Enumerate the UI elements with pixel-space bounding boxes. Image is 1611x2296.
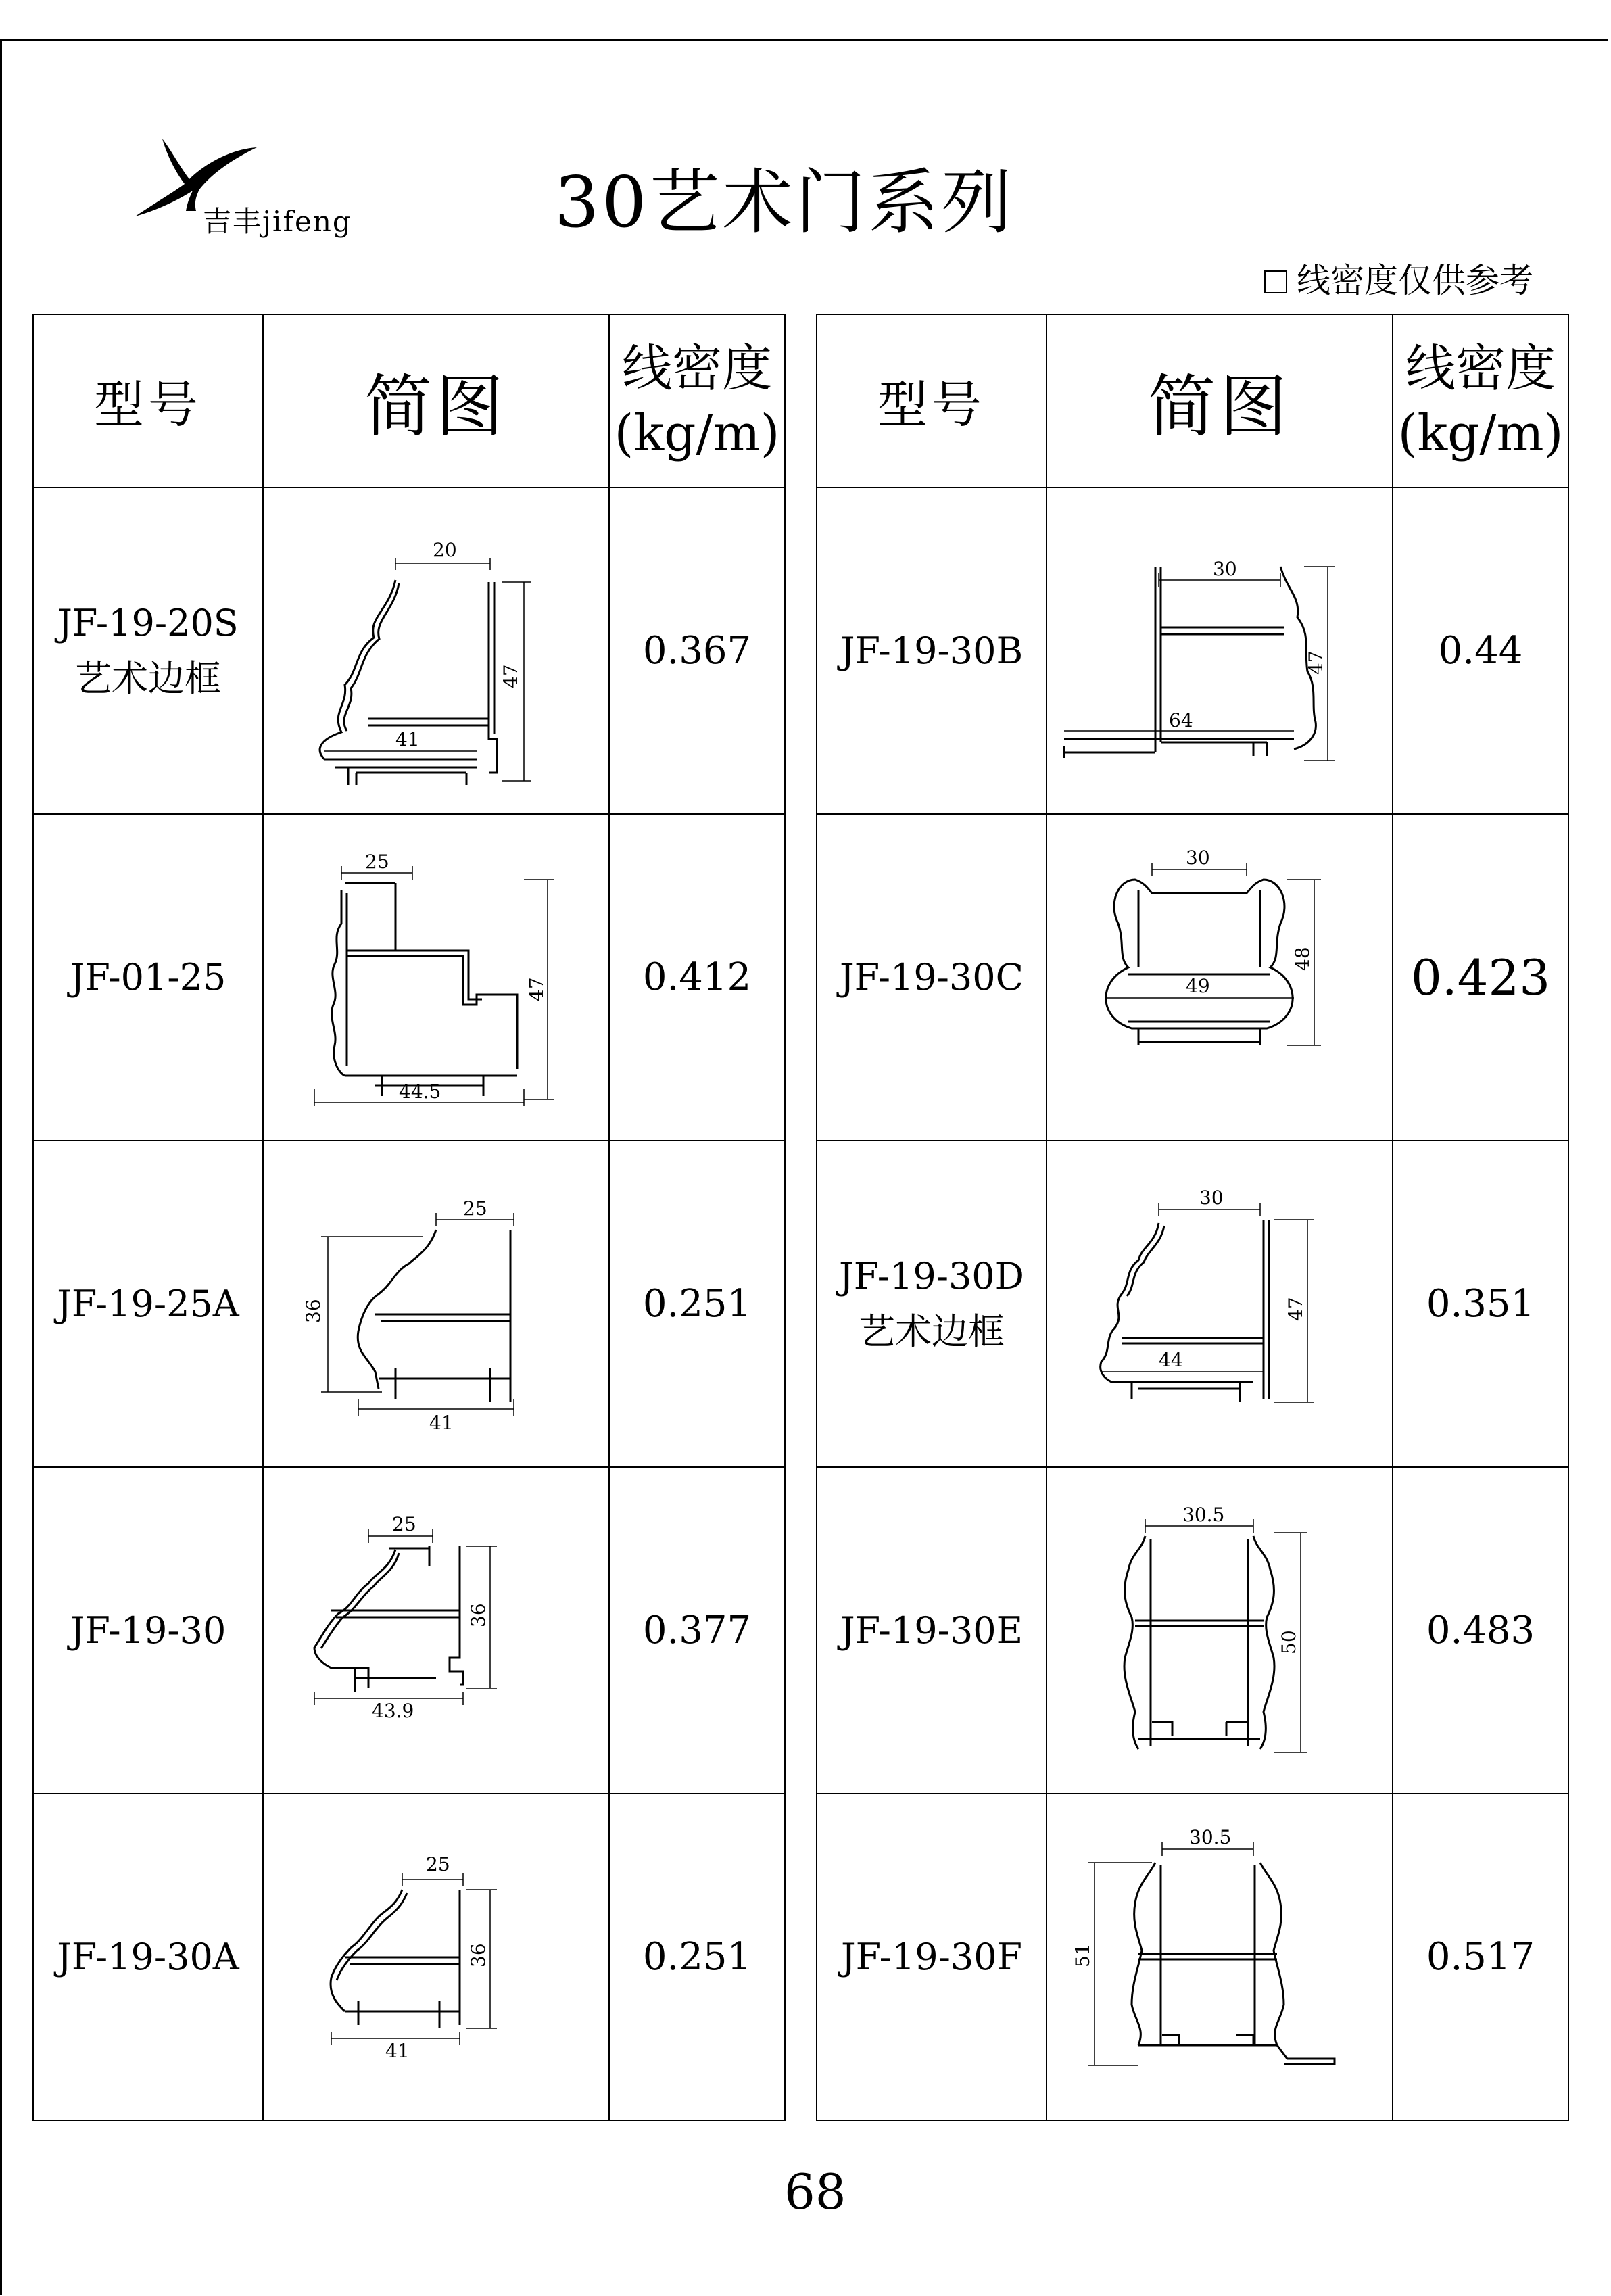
table-row [817, 814, 1568, 1141]
table-header-row [33, 314, 785, 487]
dim-height: 50 [1278, 1629, 1300, 1654]
table-row [817, 1794, 1568, 2120]
profile-diagram [1047, 487, 1393, 814]
dim-width-bottom: 64 [1169, 709, 1193, 732]
reference-note [1264, 254, 1533, 302]
model-cell: JF-19-30E [817, 1467, 1047, 1794]
model-cell: JF-19-30A [33, 1794, 263, 2120]
model-cell: JF-19-30C [817, 814, 1047, 1141]
density-cell: 0.251 [609, 1794, 785, 2120]
density-cell: 0.44 [1393, 487, 1568, 814]
profile-diagram [263, 1794, 609, 2120]
profile-diagram [263, 814, 609, 1141]
dim-height: 36 [302, 1298, 324, 1323]
table-row [817, 1467, 1568, 1794]
density-cell: 0.412 [609, 814, 785, 1141]
table-row [817, 1141, 1568, 1467]
header-diagram: 简图 [1047, 314, 1393, 487]
table-row [33, 1467, 785, 1794]
table-row [33, 487, 785, 814]
header-density: 线密度 (kg/m) [609, 314, 785, 487]
profile-drawing [294, 842, 578, 1113]
dim-height: 51 [1072, 1942, 1094, 1967]
dim-width-top: 25 [365, 850, 389, 873]
brand-logo [132, 135, 389, 243]
brand-name: 吉丰jifeng [203, 205, 352, 238]
model-cell: JF-19-30B [817, 487, 1047, 814]
dim-width-bottom: 44.5 [399, 1080, 441, 1103]
model-cell: JF-19-20S 艺术边框 [33, 487, 263, 814]
reference-note-text: 线密度仅供参考 [1297, 261, 1533, 300]
model-cell: JF-01-25 [33, 814, 263, 1141]
dim-height: 47 [525, 976, 548, 1001]
header-density: 线密度 (kg/m) [1393, 314, 1568, 487]
profile-diagram [263, 487, 609, 814]
dim-width-top: 30 [1186, 846, 1210, 869]
dim-width-top: 25 [392, 1512, 416, 1535]
profile-drawing [1064, 1822, 1375, 2092]
left-profile-table [32, 314, 786, 2121]
page-number: 68 [784, 2163, 846, 2220]
dim-width-top: 30 [1213, 557, 1237, 580]
dim-width-top: 20 [433, 538, 457, 561]
dim-height: 36 [467, 1602, 489, 1627]
profile-diagram [1047, 1794, 1393, 2120]
profile-drawing [294, 1822, 578, 2092]
dim-width-top: 30 [1199, 1186, 1224, 1209]
profile-drawing [294, 516, 578, 786]
header-model: 型号 [33, 314, 263, 487]
profile-diagram [1047, 1141, 1393, 1467]
dim-width-bottom: 43.9 [372, 1699, 414, 1722]
profile-diagram [263, 1141, 609, 1467]
dim-width-bottom: 49 [1186, 974, 1210, 997]
table-row [33, 1141, 785, 1467]
density-cell: 0.483 [1393, 1467, 1568, 1794]
header-model: 型号 [817, 314, 1047, 487]
profile-drawing [294, 1169, 578, 1439]
dim-width-bottom: 44 [1159, 1348, 1183, 1371]
dim-height: 47 [1305, 650, 1327, 675]
profile-diagram [1047, 814, 1393, 1141]
right-profile-table [816, 314, 1569, 2121]
dim-width-bottom: 41 [429, 1411, 454, 1434]
profile-drawing [294, 1496, 578, 1766]
profile-drawing [1064, 842, 1375, 1113]
dim-height: 47 [1284, 1296, 1307, 1321]
profile-diagram [263, 1467, 609, 1794]
density-cell: 0.423 [1393, 814, 1568, 1141]
table-row [33, 1794, 785, 2120]
dim-width-top: 25 [426, 1852, 450, 1875]
page-title: 30艺术门系列 [554, 161, 1015, 243]
table-row [817, 487, 1568, 814]
density-cell: 0.377 [609, 1467, 785, 1794]
profile-drawing [1064, 1169, 1375, 1439]
table-row [33, 814, 785, 1141]
density-cell: 0.517 [1393, 1794, 1568, 2120]
dim-width-bottom: 41 [395, 727, 420, 750]
dim-height: 47 [500, 663, 522, 688]
profile-drawing [1051, 516, 1389, 786]
density-cell: 0.367 [609, 487, 785, 814]
dim-width-bottom: 41 [385, 2039, 410, 2062]
profile-diagram [1047, 1467, 1393, 1794]
model-cell: JF-19-30F [817, 1794, 1047, 2120]
model-cell: JF-19-25A [33, 1141, 263, 1467]
model-cell: JF-19-30D 艺术边框 [817, 1141, 1047, 1467]
model-cell: JF-19-30 [33, 1467, 263, 1794]
header-diagram: 简图 [263, 314, 609, 487]
profile-drawing [1064, 1496, 1375, 1766]
checkbox-icon [1264, 270, 1287, 293]
dim-width-top: 25 [463, 1197, 487, 1220]
density-cell: 0.251 [609, 1141, 785, 1467]
dim-width-top: 30.5 [1182, 1503, 1225, 1526]
density-cell: 0.351 [1393, 1141, 1568, 1467]
table-header-row [817, 314, 1568, 487]
dim-width-top: 30.5 [1189, 1825, 1232, 1848]
dim-height: 36 [467, 1942, 489, 1967]
dim-height: 48 [1291, 946, 1314, 971]
